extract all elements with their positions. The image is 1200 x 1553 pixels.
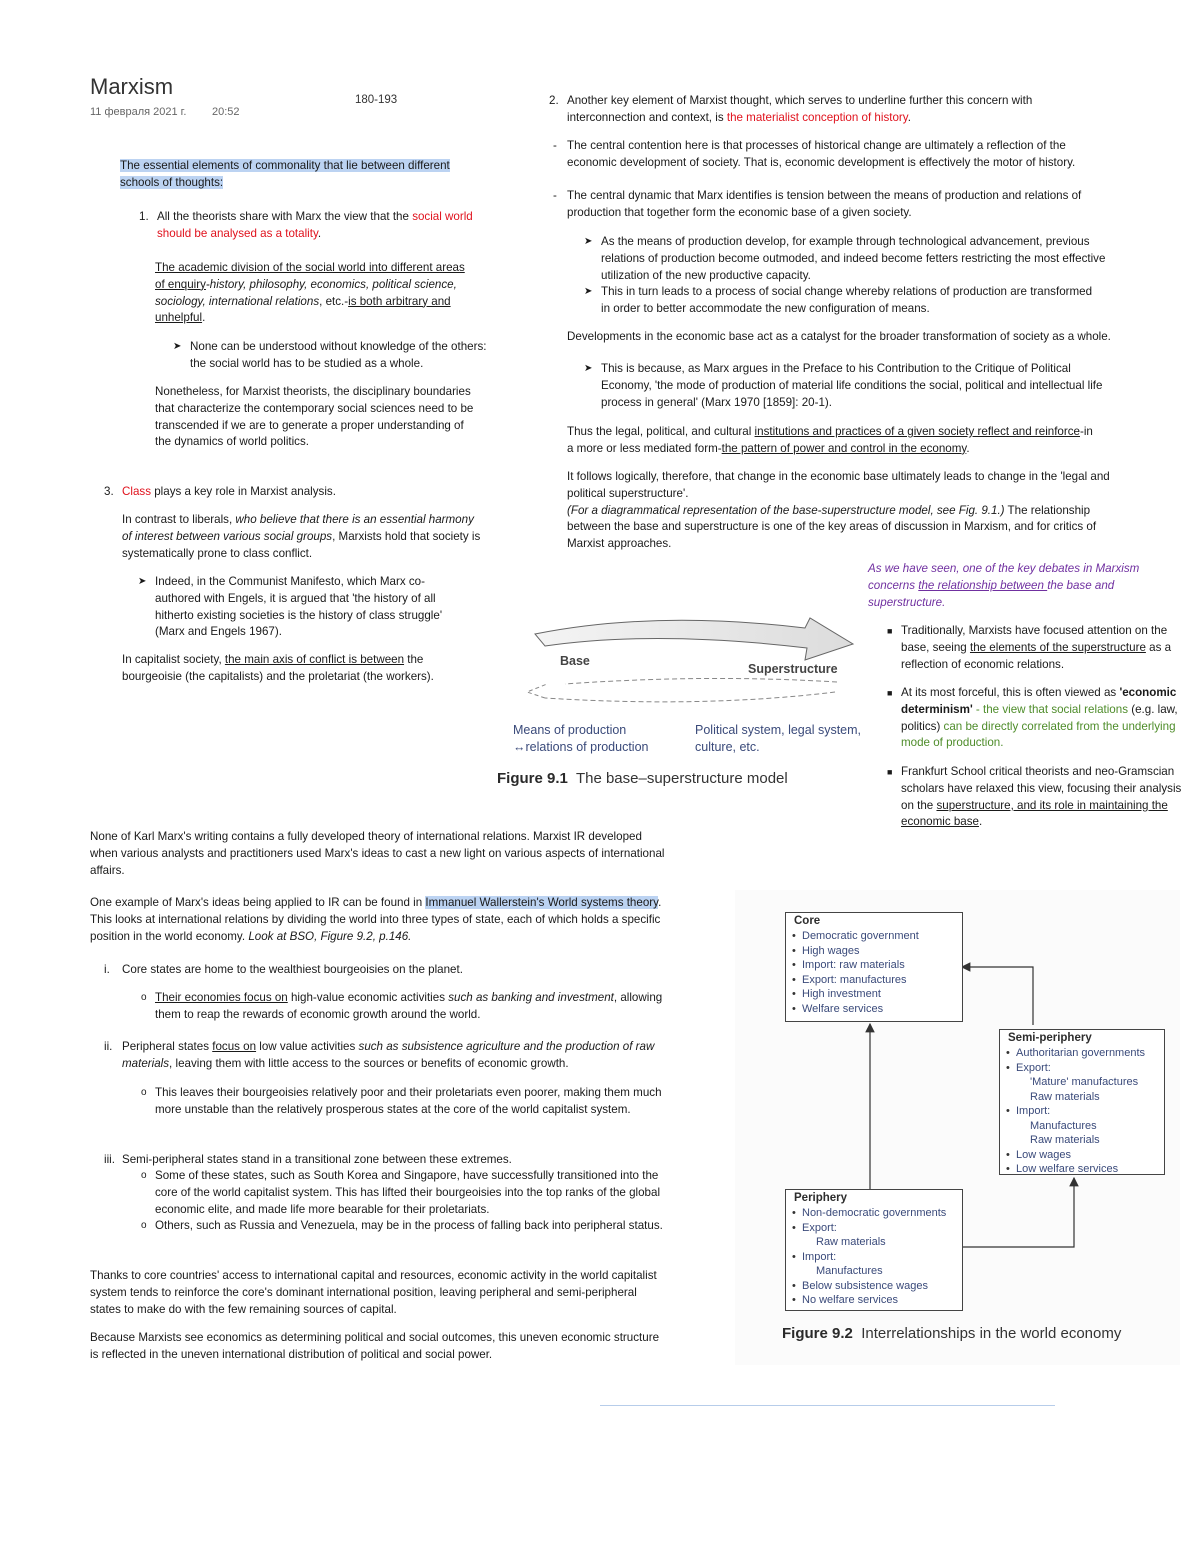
intro-text: The essential elements of commonality that lie between different schools of thoughts: <box>120 159 450 189</box>
no-theory-text: None of Karl Marx's writing contains a fully developed theory of international relations. Marxist IR developed when various analysts and practitioners used Marx's ideas to cast a new light on various aspects of international affairs. <box>90 830 665 877</box>
communist-manifesto: ➤ Indeed, in the Communist Manifesto, which Marx co-authored with Engels, it is argued that 'the history of all hitherto existing societies is the history of class struggle' (Marx and Engels 1967). <box>138 575 443 639</box>
political-label-2: culture, etc. <box>695 740 760 754</box>
means-label-1: Means of production <box>513 723 627 737</box>
periphery-box: Periphery • Non-democratic governments • Export: Raw materials • Import: Manufactures • Below subsistence wages • No welfare services <box>785 1189 963 1311</box>
because-marxists-text: Because Marxists see economics as determining political and social outcomes, this uneven economic structure is reflected in the uneven international distribution of political and social power. <box>90 1331 660 1361</box>
core-box: Core • Democratic government • High wages • Import: raw materials • Export: manufactures • High investment • Welfare services <box>785 912 963 1022</box>
peripheral-states-sub: o This leaves their bourgeoisies relatively poor and their proletariats even poorer, making them much more unstable than the relatively prosperous states at the core of the world capitalist system. <box>141 1086 662 1116</box>
divider-line <box>600 1405 1055 1406</box>
arrow-bullet-icon: ➤ <box>173 341 182 352</box>
bullet-determinism: ■ At its most forceful, this is often viewed as 'economic determinism' - the view that social relations (e.g. law, politics) can be directly correlated from the underlying mode of production. <box>887 686 1178 750</box>
page-time: 20:52 <box>212 106 240 118</box>
core-states-sub: o Their economies focus on high-value economic activities such as banking and investment, allowing them to reap the rewards of economic growth around the world. <box>141 991 663 1021</box>
page-date: 11 февраля 2021 г. <box>90 106 187 118</box>
arrow-bullet-icon: ➤ <box>584 286 593 297</box>
figure-9-2 <box>735 890 1180 1365</box>
capitalist-society: In capitalist society, the main axis of conflict is between the bourgeoisie (the capitalists) and the proletariat (the workers). <box>122 653 434 683</box>
semi-peripheral-sub-1: o Some of these states, such as South Korea and Singapore, have successfully transitioned into the core of the world capitalist system. This has lifted their bourgeoisies into the top ranks of the global economic elite, and made life more bearable for their proletariats. <box>141 1169 661 1216</box>
semi-peripheral-sub-2: o Others, such as Russia and Venezuela, may be in the process of falling back into peripheral status. <box>141 1219 663 1232</box>
semi-peripheral-states: iii. Semi-peripheral states stand in a transitional zone between these extremes. <box>104 1153 512 1166</box>
base-label: Base <box>560 654 590 668</box>
follows-text: It follows logically, therefore, that change in the economic base ultimately leads to change in the 'legal and political superstructure'. (For a diagrammatical representation of the base-superstructure model, see Fig. 9.1.) The relationship between the base and superstructure is one of the key areas of discussion in Marxism, and for critics of Marxist approaches. <box>567 470 1110 551</box>
nonetheless-text: Nonetheless, for Marxist theorists, the disciplinary boundaries that characterize the contemporary social sciences need to be transcended if we are to generate a proper understanding of the dynamics of world politics. <box>155 385 474 449</box>
page-title: Marxism <box>90 74 174 99</box>
figure-9-2-caption: Figure 9.2 Interrelationships in the world economy <box>782 1325 1122 1342</box>
bullet-traditionally: ■ Traditionally, Marxists have focused attention on the base, seeing the elements of the superstructure as a reflection of economic relations. <box>887 624 1172 671</box>
page-range: 180-193 <box>355 94 398 106</box>
arrow-item-3: ➤ This is because, as Marx argues in the Preface to his Contribution to the Critique of Political Economy, 'the mode of production of material life conditions the social, political and intellectual life process in general' (Marx 1970 [1859]: 20-1). <box>584 362 1103 409</box>
none-understood: ➤ None can be understood without knowledge of the others: the social world has to be studied as a whole. <box>173 340 487 370</box>
political-label-1: Political system, legal system, <box>695 723 862 737</box>
thus-text: Thus the legal, political, and cultural institutions and practices of a given society reflect and reinforce-in a more or less mediated form-the pattern of power and control in the economy. <box>567 425 1093 455</box>
developments-text: Developments in the economic base act as a catalyst for the broader transformation of society as a whole. <box>567 330 1111 343</box>
arrow-bullet-icon: ➤ <box>584 236 593 247</box>
figure-9-1 <box>497 612 875 802</box>
arrow-item-1: ➤ As the means of production develop, for example through technological advancement, previous relations of production become outmoded, and indeed become fetters restricting the most effective utilization of the new productive capacity. <box>584 235 1106 282</box>
means-label-2: ↔relations of production <box>513 740 649 754</box>
arrow-bullet-icon: ➤ <box>584 363 593 374</box>
item-2: 2. Another key element of Marxist thought, which serves to underline further this concern with interconnection and context, is the materialist conception of history. <box>549 94 1033 124</box>
contrast-liberals: In contrast to liberals, who believe that there is an essential harmony of interest between various social groups, Marxists hold that society is systematically prone to class conflict. <box>122 513 481 560</box>
academic-division: The academic division of the social world into different areas of enquiry-history, philosophy, economics, political science, sociology, international relations, etc.-is both arbitrary and unhelpful. <box>155 261 465 325</box>
dash-item-1: - The central contention here is that processes of historical change are ultimately a reflection of the economic development of society. That is, economic development is effectively the motor of history. <box>553 139 1076 169</box>
dash-item-2: - The central dynamic that Marx identifies is tension between the means of production and relations of production that together form the economic base of a given society. <box>553 189 1082 219</box>
item-3: 3. Class plays a key role in Marxist analysis. <box>104 485 336 498</box>
core-states: i. Core states are home to the wealthiest bourgeoisies on the planet. <box>104 963 463 976</box>
bullet-frankfurt: ■ Frankfurt School critical theorists and neo-Gramscian scholars have relaxed this view, focusing their analysis on the superstructure, and its role in maintaining the economic base. <box>887 765 1182 829</box>
wallerstein-text: One example of Marx's ideas being applied to IR can be found in Immanuel Wallerstein's World systems theory. This looks at international relations by dividing the world into three types of state, each of which holds a specific position in the world economy. Look at BSO, Figure 9.2, p.146. <box>90 896 662 943</box>
debate-note: As we have seen, one of the key debates in Marxism concerns the relationship between the base and superstructure. <box>868 562 1140 609</box>
peripheral-states: ii. Peripheral states focus on low value activities such as subsistence agriculture and the production of raw materials, leaving them with little access to the sources or benefits of economic growth. <box>104 1040 655 1070</box>
item-1: 1. All the theorists share with Marx the view that the social world should be analysed as a totality. <box>139 210 473 240</box>
superstructure-label: Superstructure <box>748 662 838 676</box>
semi-periphery-box: Semi-periphery • Authoritarian governments • Export: 'Mature' manufactures Raw materials • Import: Manufactures Raw materials • Low wages • Low welfare services <box>999 1029 1165 1175</box>
thanks-core-text: Thanks to core countries' access to international capital and resources, economic activity in the world capitalist system tends to reinforce the core's dominant international position, leaving peripheral and semi-peripheral states to make do with the few remaining sources of capital. <box>90 1269 657 1316</box>
figure-9-1-caption: Figure 9.1 The base–superstructure model <box>497 770 788 787</box>
arrow-item-2: ➤ This in turn leads to a process of social change whereby relations of production are transformed in order to better accommodate the new configuration of means. <box>584 285 1093 315</box>
arrow-bullet-icon: ➤ <box>138 576 147 587</box>
